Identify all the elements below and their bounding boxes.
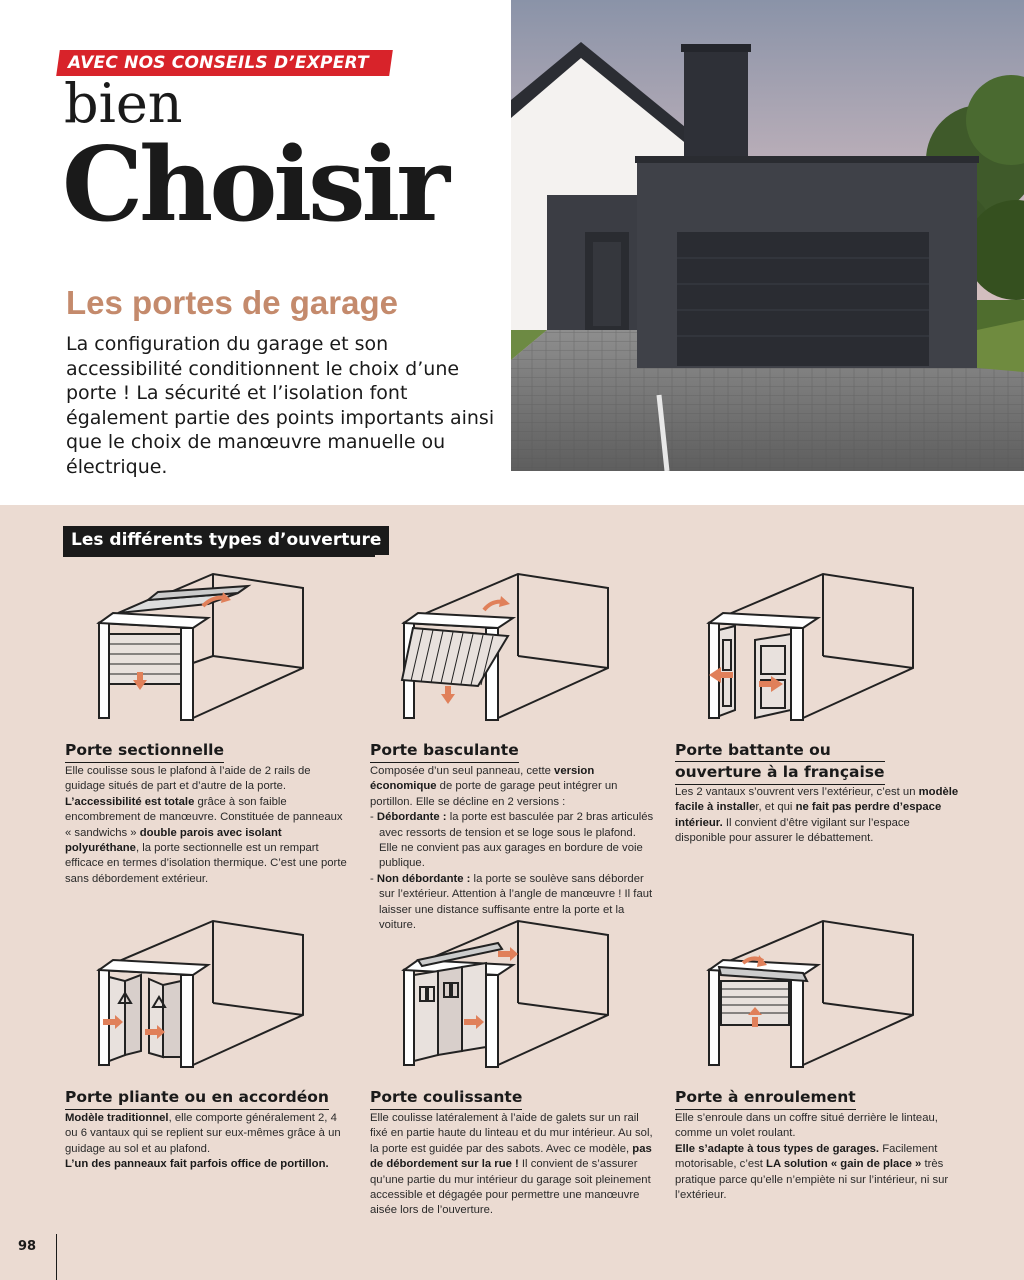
kicker-text: AVEC NOS CONSEILS D’EXPERT — [68, 53, 369, 73]
card-swing-door — [673, 568, 963, 858]
page-number: 98 — [18, 1239, 37, 1254]
card-roller-door — [673, 915, 963, 1215]
card-title: Porte pliante ou en accordéon — [65, 1087, 329, 1110]
card-text: Composée d’un seul panneau, cette version économique de porte de garage peut intégrer un portillon. Elle se décline en 2 versions : - Débordante : la porte est basculée par 2 bras articulés avec ressorts de tension et se loge sous le plafond. Elle ne convient pas aux garages en bordure de voie publique. - Non débordante : la porte se soulève sans déborder sur l’extérieur. Attention à l’angle de manœuvre ! Il faut laisser une distance suffisante entre la porte et la voiture. — [370, 764, 655, 933]
title-small: bien — [64, 72, 183, 135]
card-sectional-door — [63, 568, 353, 885]
intro-paragraph: La configuration du garage et son accessibilité conditionnent le choix d’une porte ! La sécurité et l’isolation font également partie des points importants ainsi que le choix de manœuvre manuelle ou électrique. — [66, 333, 495, 478]
card-text: Elle coulisse sous le plafond à l’aide de 2 rails de guidage situés de part et d’autre de la porte. L’accessibilité est totale grâce à son faible encombrement de manœuvre. Constituée de panneaux « sandwichs » double parois avec isolant polyuréthane, la porte sectionnelle est un rempart efficace en termes d’isolation thermique. C’est une porte sans débordement extérieur. — [65, 765, 347, 885]
header-section — [0, 0, 1024, 505]
card-up-and-over-door — [368, 568, 658, 932]
card-text: Modèle traditionnel, elle comporte généralement 2, 4 ou 6 vantaux qui se replient sur eux-mêmes grâce à un guidage au sol et au plafond. L’un des panneaux fait parfois office de portillon. — [65, 1112, 341, 1171]
garage-photo — [511, 0, 1024, 471]
page-rule — [56, 1234, 57, 1280]
card-title: Porte battante ou ouverture à la française — [675, 740, 885, 785]
card-text: Elle coulisse latéralement à l’aide de galets sur un rail fixé en partie haute du linteau et du mur intérieur. Au sol, la porte est guidée par des sabots. Avec ce modèle, pas de débordement sur la rue ! Il convient de s’assurer qu’une partie du mur intérieur du garage soit pleinement accessible et dégagée pour permettre une manœuvre aisée lors de l’ouverture. — [370, 1112, 653, 1217]
card-title: Porte basculante — [370, 740, 519, 763]
card-title: Porte coulissante — [370, 1087, 522, 1110]
sliding-door-illustration — [368, 915, 628, 1075]
page-title: Choisir — [62, 125, 447, 245]
card-title: Porte sectionnelle — [65, 740, 224, 763]
bullet-item: - Non débordante : la porte se soulève sans déborder sur l’extérieur. Attention à l’angle de manœuvre ! Il faut laisser une distance suffisante entre la porte et la voiture. — [370, 872, 653, 932]
section-label: Les différents types d’ouverture — [63, 526, 389, 555]
card-text: Elle s’enroule dans un coffre situé derrière le linteau, comme un volet roulant. Elle s’adapte à tous types de garages. Facilement motorisable, c’est LA solution « gain de place » très pratique parce qu’elle n’empiète ni sur l’intérieur, ni sur l’extérieur. — [675, 1112, 949, 1202]
card-title: Porte à enroulement — [675, 1087, 856, 1110]
opening-types-section — [0, 505, 1024, 1280]
sectional-door-illustration — [63, 568, 323, 728]
card-text: Les 2 vantaux s’ouvrent vers l’extérieur, c’est un modèle facile à installer, et qui ne fait pas perdre d’espace intérieur. Il convient d’être vigilant sur l’espace disponible pour assurer le débattement. — [675, 786, 959, 845]
folding-door-illustration — [63, 915, 323, 1075]
up-and-over-door-illustration — [368, 568, 628, 728]
card-sliding-door — [368, 915, 658, 1225]
subtitle: Les portes de garage — [66, 284, 398, 321]
roller-door-illustration — [673, 915, 933, 1075]
section-rule — [63, 555, 375, 557]
swing-door-illustration — [673, 568, 933, 728]
card-folding-door — [63, 915, 353, 1185]
bullet-item: - Débordante : la porte est basculée par 2 bras articulés avec ressorts de tension et se loge sous le plafond. Elle ne convient pas aux garages en bordure de voie publique. — [370, 811, 654, 870]
